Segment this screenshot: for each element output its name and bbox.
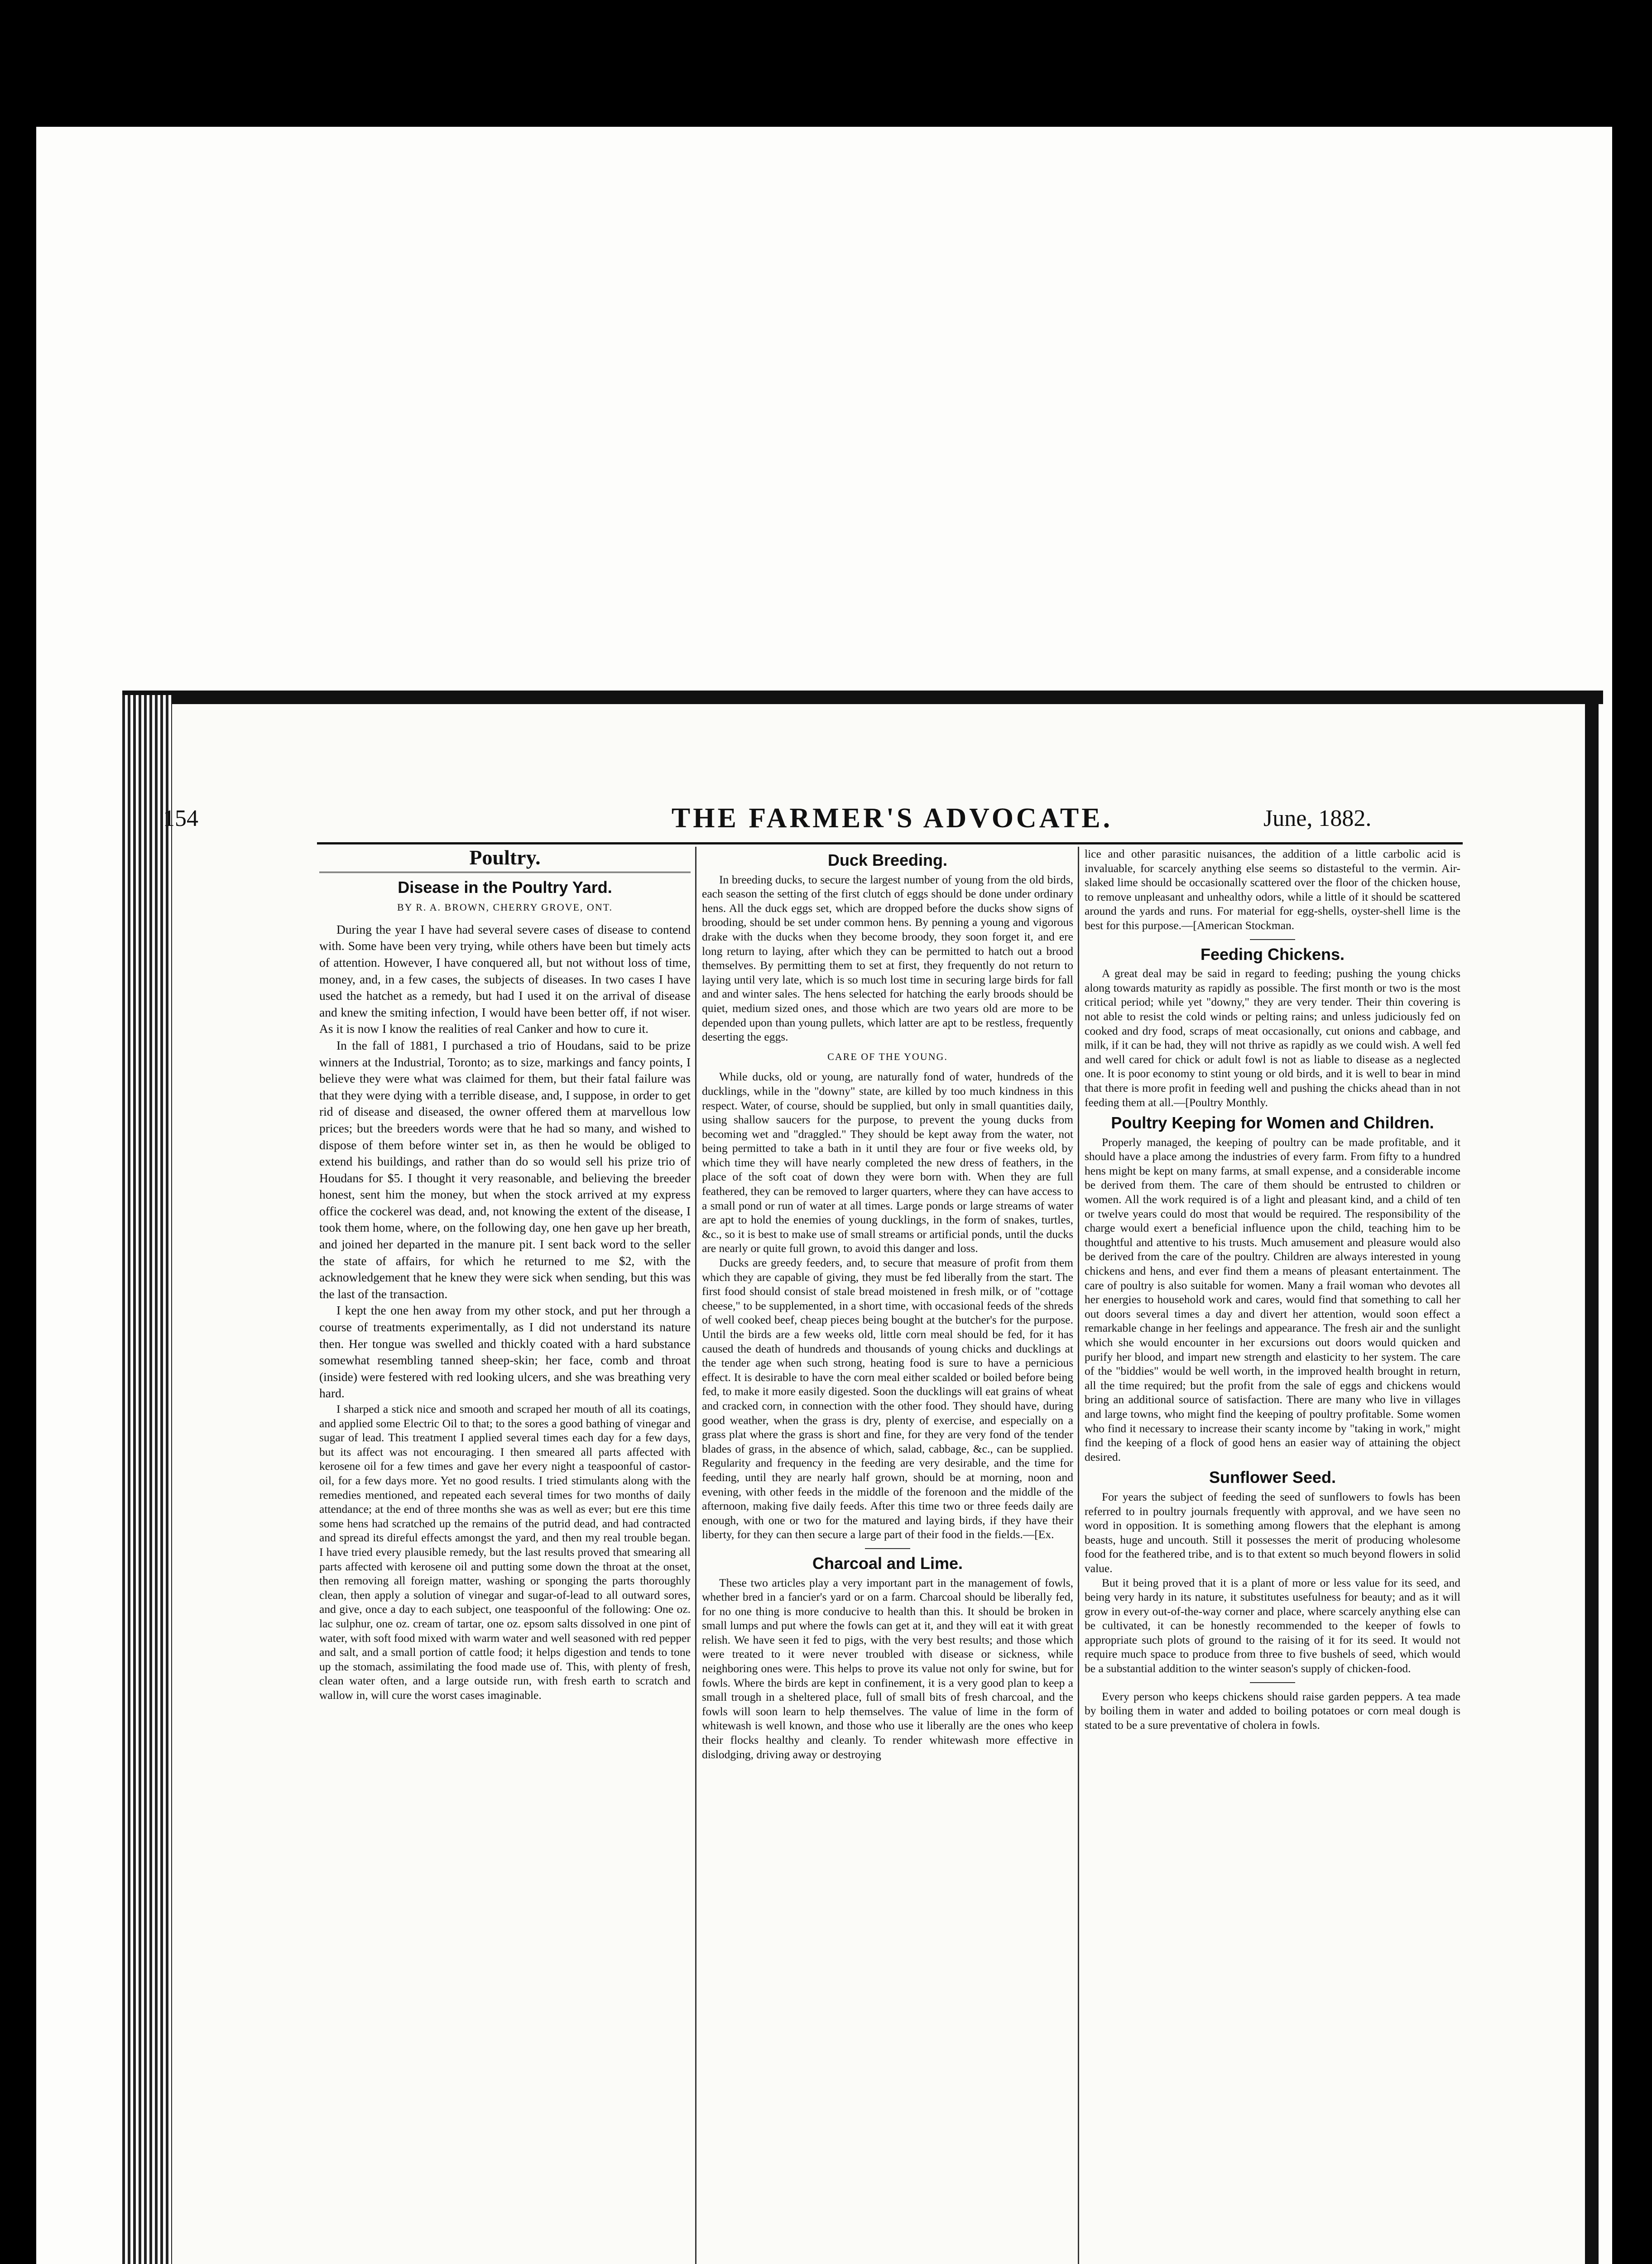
article-title: Feeding Chickens. bbox=[1200, 945, 1345, 964]
paragraph: A great deal may be said in regard to feeding; pushing the young chicks along towards maturity as rapidly as possible. The first month or two is the most critical period; while yet "downy," they are very tender. Their thin covering is not able to resist the cold winds or pelting rains; and unless judiciously fed on cooked and dry food, scraps of meat occasionally, cut onions and cabbage, and milk, if it can be had, they will not thrive as rapidly as we could wish. A well fed and well cared for chick or adult fowl is not as liable to disease as a neglected one. It is poor economy to stint young or old birds, and it is well to bear in mind that there is more profit in feeding well and pushing the chicks ahead than in not feeding them at all.—[Poultry Monthly. bbox=[1085, 967, 1460, 1109]
subheading: CARE OF THE YOUNG. bbox=[827, 1050, 948, 1062]
column-1 bbox=[319, 847, 691, 1702]
article-title: Poultry Keeping for Women and Children. bbox=[1111, 1113, 1434, 1132]
column-3 bbox=[1085, 847, 1460, 1732]
paragraph: In breeding ducks, to secure the largest number of young from the old birds, each season the setting of the first clutch of eggs should be done under ordinary hens. All the duck eggs set, which are dropped before the ducks show signs of brooding, should be set under common hens. By penning a young and vigorous drake with the ducks when they become broody, they soon forget it, and ere long return to laying, after which they can be permitted to hatch out a brood themselves. By permitting them to set at first, they frequently do not return to laying until very late, which is so much lost time in securing large birds for fall and and winter sales. The hens selected for hatching the early broods should be quiet, medium sized ones, and those which are two years old are more to be depended upon than young pullets, which latter are apt to be restless, frequently deserting the eggs. bbox=[702, 873, 1073, 1044]
paragraph: lice and other parasitic nuisances, the addition of a little carbolic acid is invaluable, for scarcely anything else seems so distasteful to the vermin. Air-slaked lime should be occasionally scattered over the floor of the chicken house, to remove unpleasant and unhealthy odors, while a little of it should be scattered around the yards and runs. For material for egg-shells, oyster-shell lime is the best for this purpose.—[American Stockman. bbox=[1085, 847, 1460, 932]
article-title: Disease in the Poultry Yard. bbox=[398, 878, 612, 897]
paragraph: While ducks, old or young, are naturally fond of water, hundreds of the ducklings, while in the "downy" state, are killed by too much kindness in this respect. Water, of course, should be supplied, but only in small quantities daily, using shallow saucers for the purpose, to prevent the young ducks from becoming wet and "draggled." They should be kept away from the water, not being permitted to take a bath in it until they are four or five weeks old, by which time they will have nearly completed the new dress of feathers, in the place of the soft coat of down they were born with. When they are full feathered, they can be removed to larger quarters, where they can have access to a small pond or run of water at all times. Large ponds or large streams of water are apt to hold the enemies of young ducklings, in the form of snakes, turtles, &c., so it is best to make use of small streams or artificial ponds, until the ducks are nearly or quite full grown, to avoid this danger and loss. bbox=[702, 1070, 1073, 1255]
paragraph: In the fall of 1881, I purchased a trio of Houdans, said to be prize winners at the Industrial, Toronto; as to size, markings and fancy points, I believe they were what was claimed for them, but their fatal failure was that they were dying with a terrible disease, and, I suppose, in order to get rid of disease and diseased, the owner offered them at marvellous low prices; but the breeders words were that he had so many, and wished to dispose of them before winter set in, as then he would be obliged to extend his buildings, and rather than do so would sell his prize trio of Houdans for $5. I thought it very reasonable, and believing the breeder honest, sent him the money, but when the stock arrived at my express office the cockerel was dead, and, not knowing the extent of the disease, I took them home, where, on the following day, one hen gave up her breath, and joined her departed in the manure pit. I sent back word to the seller the state of affairs, for which he returned to me $2, with the acknowledgement that he knew they were sick when sending, but this was the last of the transaction. bbox=[319, 1038, 691, 1301]
paragraph: These two articles play a very important part in the management of fowls, whether bred in a fancier's yard or on a farm. Charcoal should be liberally fed, for no one thing is more conducive to health than this. It should be broken in small lumps and put where the fowls can get at it, and they will eat it with great relish. We have seen it fed to pigs, with the very best results; and those which were treated to it were never troubled with disease or sickness, while neighboring ones were. This helps to prove its value not only for swine, but for fowls. Where the birds are kept in confinement, it is a very good plan to keep a small trough in a sheltered place, full of small bits of fresh charcoal, and the fowls will soon learn to help themselves. The value of lime in the form of whitewash is well known, and those who use it liberally are the ones who keep their flocks healthy and cleanly. To render whitewash more effective in dislodging, driving away or destroying bbox=[702, 1576, 1073, 1761]
paragraph: I sharped a stick nice and smooth and scraped her mouth of all its coatings, and applied some Electric Oil to that; to the sores a good bathing of vinegar and sugar of lead. This treatment I applied several times each day for a few days, but its affect was not encouraging. I then smeared all parts affected with kerosene oil for a few times and gave her every night a teaspoonful of castor-oil, for a few days more. Yet no good results. I tried stimulants along with the remedies mentioned, and repeated each several times for two months of daily attendance; at the end of three months she was as well as ever; but ere this time some hens had scratched up the remains of the putrid dead, and had contracted and spread its direful effects amongst the yard, and then my real trouble began. I have tried every plausible remedy, but the last results proved that smearing all parts affected with kerosene oil and putting some down the throat at the onset, then removing all foreign matter, washing or sponging the parts thoroughly clean, then apply a solution of vinegar and sugar-of-lead to all outward sores, and give, once a day to each subject, one teaspoonful of the following: One oz. lac sulphur, one oz. cream of tartar, one oz. epsom salts dissolved in one pint of water, with soft food mixed with warm water and well seasoned with red pepper and salt, and a small portion of cattle food; it helps digestion and tends to tone up the stomach, assimilating the food made use of. This, with plenty of fresh, clean water often, and a large outside run, with fresh earth to scratch and wallow in, will cure the worst cases imaginable. bbox=[319, 1402, 691, 1702]
paragraph: During the year I have had several severe cases of disease to contend with. Some have been very trying, while others have been but timely acts of attention. However, I have conquered all, but not without loss of time, money, and, in a few cases, the subjects of diseases. In two cases I have used the hatchet as a remedy, but had I used it on the arrival of disease and knew the smiting infection, I would have been better off, if not wiser. As it is now I know the realities of real Canker and how to cure it. bbox=[319, 922, 691, 1036]
column-divider bbox=[695, 847, 696, 2264]
page-number: 154 bbox=[163, 806, 198, 831]
column-2 bbox=[702, 847, 1073, 1761]
book-top-edge bbox=[122, 691, 1603, 704]
book-right-edge bbox=[1585, 693, 1599, 2264]
section-heading: Poultry. bbox=[319, 849, 691, 873]
paragraph: But it being proved that it is a plant of more or less value for its seed, and being very hardy in its nature, it substitutes usefulness for beauty; and as it will grow in every out-of-the-way corner and place, where scarcely anything else can be cultivated, it can be honestly recommended to the keeper of fowls to appropriate such plots of ground to the raising of it for its seed. It would not require much space to produce from three to five bushels of seed, which would be a substantial addition to the winter season's supply of chicken-food. bbox=[1085, 1576, 1460, 1675]
separator bbox=[1250, 1682, 1295, 1683]
byline: BY R. A. BROWN, CHERRY GROVE, ONT. bbox=[397, 902, 613, 913]
masthead: THE FARMER'S ADVOCATE. bbox=[671, 803, 1113, 834]
header-rule bbox=[317, 842, 1463, 844]
issue-date: June, 1882. bbox=[1263, 806, 1372, 831]
separator bbox=[1250, 939, 1295, 940]
article-title: Duck Breeding. bbox=[827, 851, 948, 869]
article-title: Sunflower Seed. bbox=[1209, 1468, 1336, 1487]
paragraph: Properly managed, the keeping of poultry can be made profitable, and it should have a place among the industries of every farm. From fifty to a hundred hens might be kept on many farms, at small expense, and a considerable income be derived from them. The care of them should be entrusted to children or women. All the work required is of a light and pleasant kind, and a child of ten or twelve years could do most that would be required. The responsibility of the charge would exert a beneficial influence upon the child, teaching him to be thoughtful and attentive to his trusts. Much amusement and pleasure would also be derived from the care of the poultry. Children are always interested in young chickens and hens, and ever find them a means of pleasant entertainment. The care of poultry is also suitable for women. Many a frail woman who devotes all her energies to household work and cares, would find that something to call her out doors several times a day and divert her attention, would soon effect a remarkable change in her feelings and appearance. The fresh air and the sunlight which she would encounter in her excursions out doors would quicken and purify her blood, and impart new strength and elasticity to her system. The care of the "biddies" would be well worth, in the improved health brought in return, all the time required; but the profit from the sale of eggs and chickens would bring an additional source of satisfaction. There are many who live in villages and large towns, who might find the keeping of poultry profitable. Some women who find it necessary to increase their scanty income by "taking in work," might find the keeping of a flock of good hens an easier way of attaining the object desired. bbox=[1085, 1135, 1460, 1463]
paragraph: Ducks are greedy feeders, and, to secure that measure of profit from them which they are capable of giving, they must be fed liberally from the start. The first food should consist of stale bread moistened in fresh milk, or of "cottage cheese," to be supplemented, in a short time, with occasional feeds of the shreds of well cooked beef, cheap pieces being bought at the butcher's for the purpose. Until the birds are a few weeks old, little corn meal should be fed, for it has caused the death of hundreds and thousands of young chicks and ducklings at the tender age when such strong, heating food is sure to have a pernicious effect. It is desirable to have the corn meal either scalded or boiled before being fed, to make it more easily digested. Soon the ducklings will eat grains of wheat and cracked corn, in connection with the other food. They should have, during good weather, when the grass is dry, plenty of exercise, and especially on a grass plat where the grass is short and fine, for they are very fond of the tender blades of grass, in the absence of which, salad, cabbage, &c., can be supplied. Regularity and frequency in the feeding are very desirable, and the time for feeding, until they are nearly half grown, should be at morning, noon and evening, with other feeds in the middle of the forenoon and the middle of the afternoon, making five daily feeds. After this time two or three feeds daily are enough, with one or two for the matured and laying birds, if they have their liberty, for they can then secure a large part of their food in the fields.—[Ex. bbox=[702, 1256, 1073, 1541]
paragraph: For years the subject of feeding the seed of sunflowers to fowls has been referred to in poultry journals frequently with approval, and we have seen no word in opposition. It is something among flowers that the elephant is among beasts, huge and uncouth. Still it possesses the merit of producing wholesome food for the feathered tribe, and is to that extent so much beyond flowers in solid value. bbox=[1085, 1490, 1460, 1575]
article-title: Charcoal and Lime. bbox=[812, 1554, 963, 1573]
paragraph: I kept the one hen away from my other stock, and put her through a course of treatments experimentally, as I did not understand its nature then. Her tongue was swelled and thickly coated with a hard substance somewhat resembling tanned sheep-skin; her face, comb and throat (inside) were festered with red looking ulcers, and she was breathing very hard. bbox=[319, 1303, 691, 1401]
separator bbox=[865, 1548, 910, 1549]
paragraph: Every person who keeps chickens should raise garden peppers. A tea made by boiling them in water and added to boiling potatoes or corn meal dough is stated to be a sure preventative of cholera in fowls. bbox=[1085, 1689, 1460, 1732]
column-divider bbox=[1078, 847, 1079, 2264]
book-page-edges bbox=[122, 695, 172, 2264]
